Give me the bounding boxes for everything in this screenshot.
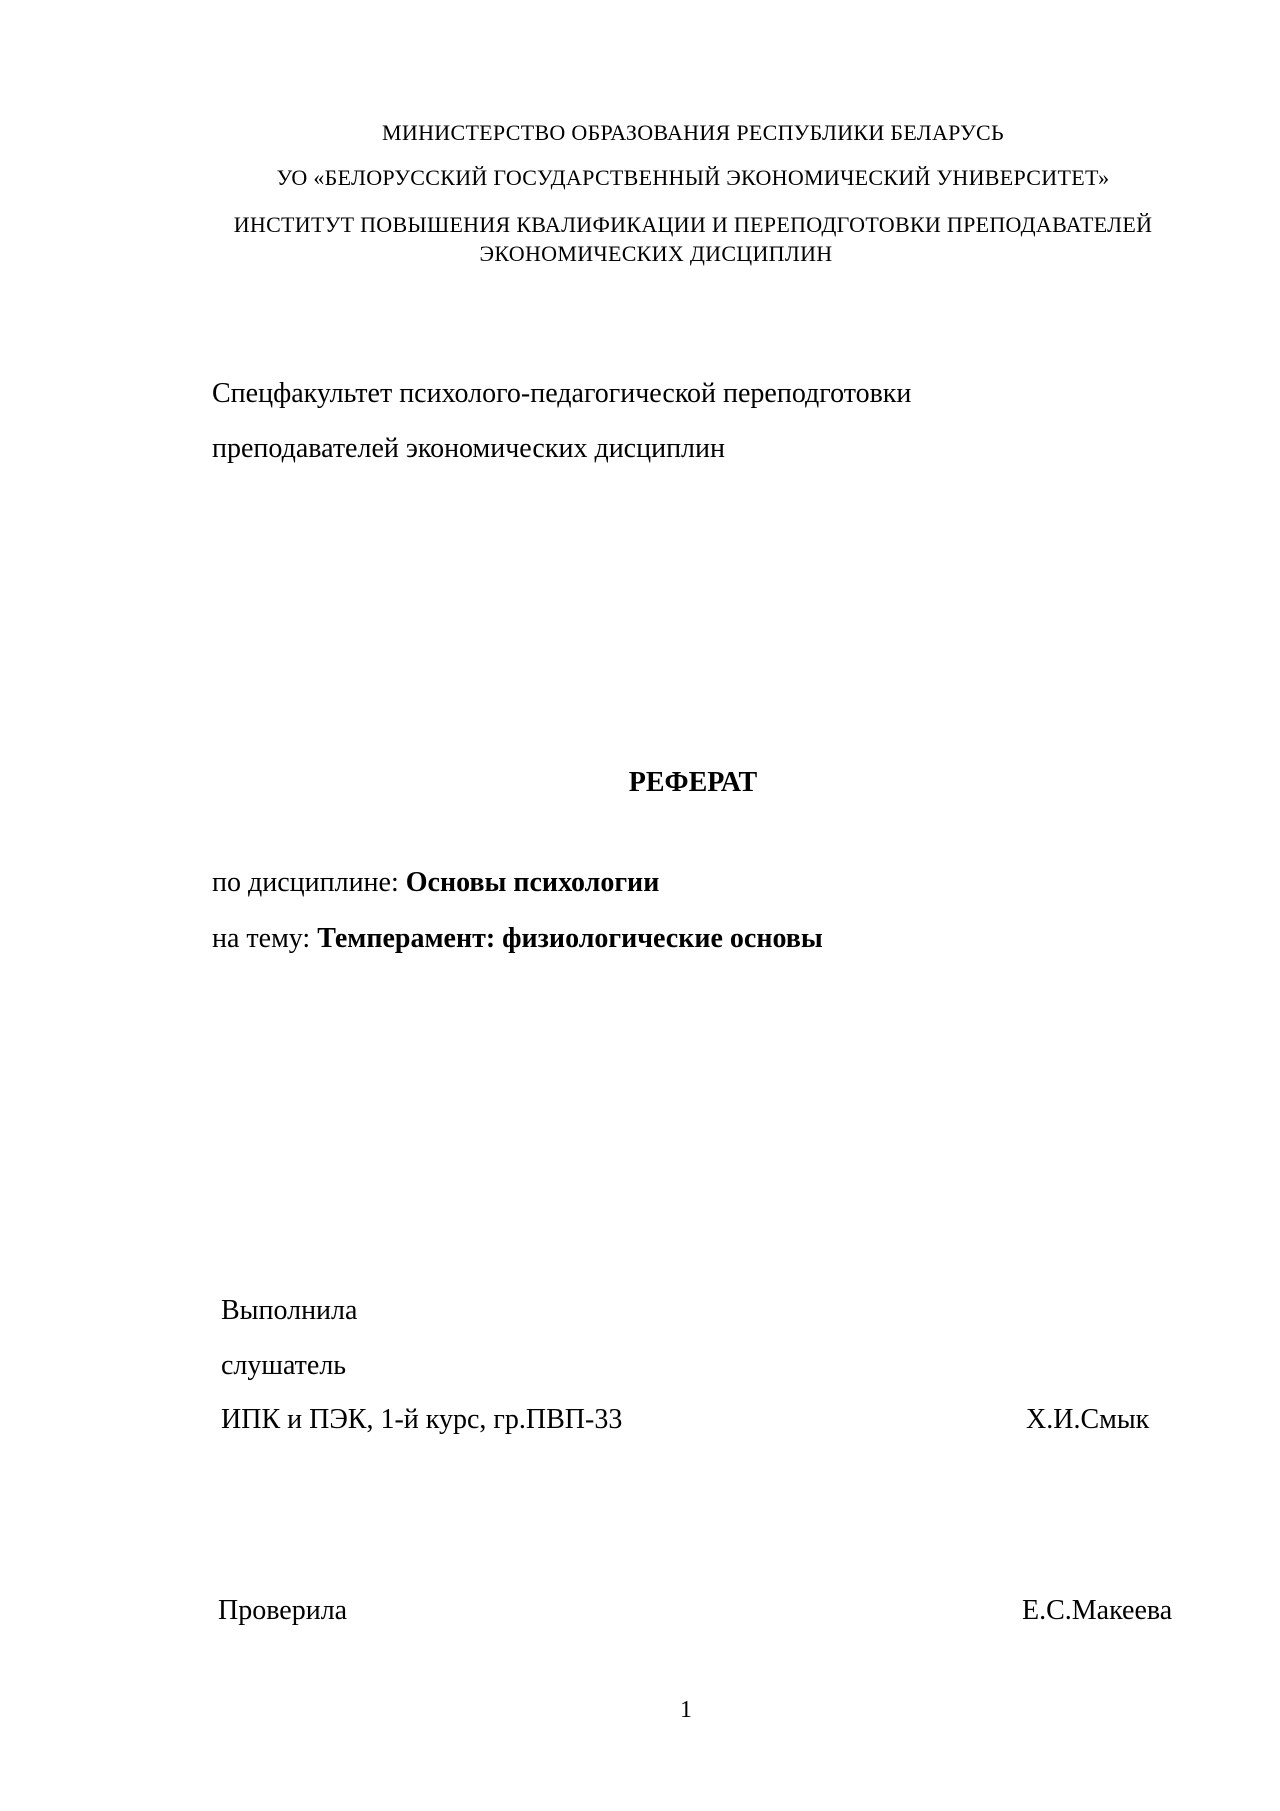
reviewer-label: Проверила [218, 1595, 348, 1626]
ministry-line: МИНИСТЕРСТВО ОБРАЗОВАНИЯ РЕСПУБЛИКИ БЕЛАРУСЬ [382, 120, 1004, 145]
topic-value: Темперамент: физиологические основы [317, 923, 823, 954]
discipline-line [212, 869, 659, 897]
institute-line-continued: ЭКОНОМИЧЕСКИХ ДИСЦИПЛИН [479, 241, 833, 266]
university-line: УО «БЕЛОРУССКИЙ ГОСУДАРСТВЕННЫЙ ЭКОНОМИЧЕСКИЙ УНИВЕРСИТЕТ» [276, 165, 1110, 190]
institute-line: ИНСТИТУТ ПОВЫШЕНИЯ КВАЛИФИКАЦИИ И ПЕРЕПОДГОТОВКИ ПРЕПОДАВАТЕЛЕЙ [233, 212, 1153, 237]
faculty-line-2: преподавателей экономических дисциплин [212, 433, 725, 464]
reviewer-name: Е.С.Макеева [1022, 1595, 1173, 1626]
topic-label: на тему: [212, 923, 318, 954]
page-number: 1 [680, 1697, 692, 1723]
author-role: слушатель [221, 1350, 347, 1381]
discipline-label: по дисциплине: [212, 867, 406, 898]
topic-line [212, 925, 823, 953]
faculty-line-1: Спецфакультет психолого-педагогической переподготовки [212, 378, 912, 409]
discipline-value: Основы психологии [405, 867, 660, 898]
author-group: ИПК и ПЭК, 1-й курс, гр.ПВП-33 [221, 1404, 623, 1435]
author-name: Х.И.Смык [1026, 1404, 1150, 1435]
author-label: Выполнила [221, 1295, 358, 1326]
document-title: РЕФЕРАТ [628, 767, 758, 798]
